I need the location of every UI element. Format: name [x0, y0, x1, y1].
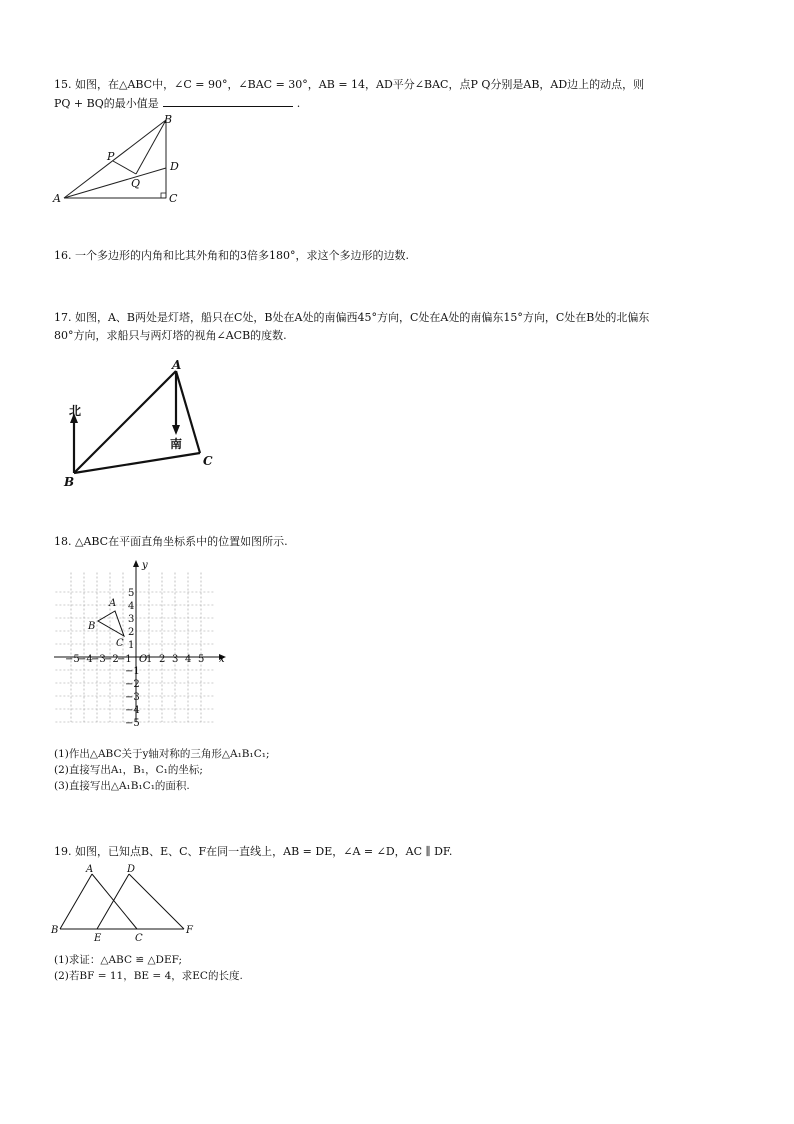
q19-sub2: (2)若BF = 11，BE = 4，求EC的长度.: [54, 970, 243, 982]
q18-y-tick-label: −5: [125, 718, 140, 729]
q18-x-tick-label: −4: [78, 654, 93, 665]
q18-x-tick-label: 2: [159, 654, 166, 665]
q18-y-tick-label: −1: [125, 666, 140, 677]
q17-label-south: 南: [170, 437, 183, 451]
q15-segment-AB: [64, 120, 166, 198]
q17-line2: 80°方向，求船只与两灯塔的视角∠ACB的度数.: [54, 329, 287, 342]
q19-label-C: C: [135, 933, 143, 944]
q18-origin-label: O: [139, 654, 148, 665]
question-17-text: [54, 309, 744, 345]
q15-segment-BQ: [136, 120, 166, 174]
q18-y-tick-label: −2: [125, 679, 140, 690]
q17-label-north: 北: [69, 404, 82, 418]
question-16-text: 16. 一个多边形的内角和比其外角和的3倍多180°，求这个多边形的边数.: [54, 249, 409, 262]
q15-right-angle-mark: [161, 193, 166, 198]
q18-y-tick-label: 1: [128, 640, 135, 651]
q18-y-tick-label: −4: [125, 705, 140, 716]
q17-label-B: B: [64, 475, 75, 489]
q18-x-tick-label: 5: [198, 654, 205, 665]
q17-line1: 17. 如图，A、B两处是灯塔，船只在C处，B处在A处的南偏西45°方向，C处在A处的南偏东15°方向，C处在B处的北偏东: [54, 311, 650, 324]
q18-sub2: (2)直接写出A₁，B₁，C₁的坐标;: [54, 764, 203, 776]
q15-label-A: A: [53, 192, 61, 205]
q18-y-tick-label: 5: [128, 588, 135, 599]
question-18-text: 18. △ABC在平面直角坐标系中的位置如图所示.: [54, 535, 288, 548]
q17-label-C: C: [203, 454, 213, 468]
q18-x-tick-label: −5: [65, 654, 80, 665]
q17-segment-AB: [74, 371, 176, 473]
q19-sub1: (1)求证：△ABC ≌ △DEF;: [54, 954, 183, 966]
q19-label-B: B: [51, 925, 59, 936]
q19-segment-AC: [92, 874, 137, 929]
q18-x-tick-label: −3: [91, 654, 106, 665]
q19-label-E: E: [94, 933, 102, 944]
q19-figure: [50, 862, 210, 947]
q19-segment-DE: [97, 874, 129, 929]
q18-x-tick-label: 1: [146, 654, 153, 665]
q15-line2-post: .: [296, 97, 301, 110]
q15-label-C: C: [169, 192, 178, 205]
q18-x-tick-label: 3: [172, 654, 179, 665]
q17-segment-BC: [74, 453, 200, 473]
q18-x-tick-labels: [65, 654, 204, 665]
q18-coordinate-grid: [50, 558, 235, 728]
south-arrow-icon: [172, 425, 180, 435]
q18-label-B: B: [88, 621, 96, 632]
q18-y-tick-label: 4: [128, 601, 135, 612]
q15-label-Q: Q: [131, 177, 141, 190]
q18-y-tick-label: 2: [128, 627, 135, 638]
q19-label-F: F: [186, 925, 193, 936]
q15-label-B: B: [164, 113, 173, 126]
q15-segment-PQ: [113, 161, 136, 174]
q19-segment-DF: [129, 874, 184, 929]
q15-figure: [50, 112, 200, 212]
q18-label-C: C: [116, 638, 124, 649]
q15-segment-AD: [64, 168, 166, 198]
y-axis-arrow-icon: [133, 560, 139, 567]
q19-subquestions: [54, 952, 243, 984]
q15-line1: 15. 如图，在△ABC中，∠C = 90°，∠BAC = 30°，AB = 14，AD平分∠BAC，点P Q分别是AB，AD边上的动点，则: [54, 78, 645, 91]
q18-triangle-ABC: [98, 611, 124, 636]
q18-x-tick-label: −2: [104, 654, 119, 665]
answer-blank[interactable]: [163, 94, 293, 107]
q18-axis-x-label: x: [219, 654, 225, 665]
q19-label-A: A: [86, 864, 94, 875]
q15-line2: [54, 94, 744, 113]
q15-label-P: P: [107, 150, 115, 163]
question-15-text: [54, 76, 744, 113]
q18-x-tick-label: −1: [117, 654, 132, 665]
question-19-text: 19. 如图，已知点B、E、C、F在同一直线上，AB = DE，∠A = ∠D，AC ∥ DF.: [54, 845, 453, 858]
q17-label-A: A: [172, 358, 182, 372]
q18-axis-y-label: y: [142, 560, 148, 571]
q18-y-tick-label: 3: [128, 614, 135, 625]
q19-label-D: D: [127, 864, 136, 875]
q18-x-tick-label: 4: [185, 654, 192, 665]
q18-label-A: A: [109, 598, 117, 609]
q19-segment-AB: [60, 874, 92, 929]
q18-subquestions: [54, 746, 269, 794]
q17-figure: [58, 355, 228, 490]
q18-y-tick-label: −3: [125, 692, 140, 703]
q18-sub1: (1)作出△ABC关于y轴对称的三角形△A₁B₁C₁;: [54, 748, 270, 760]
q15-label-D: D: [170, 160, 179, 173]
q15-line2-pre: PQ + BQ的最小值是: [54, 97, 159, 110]
q18-sub3: (3)直接写出△A₁B₁C₁的面积.: [54, 780, 190, 792]
